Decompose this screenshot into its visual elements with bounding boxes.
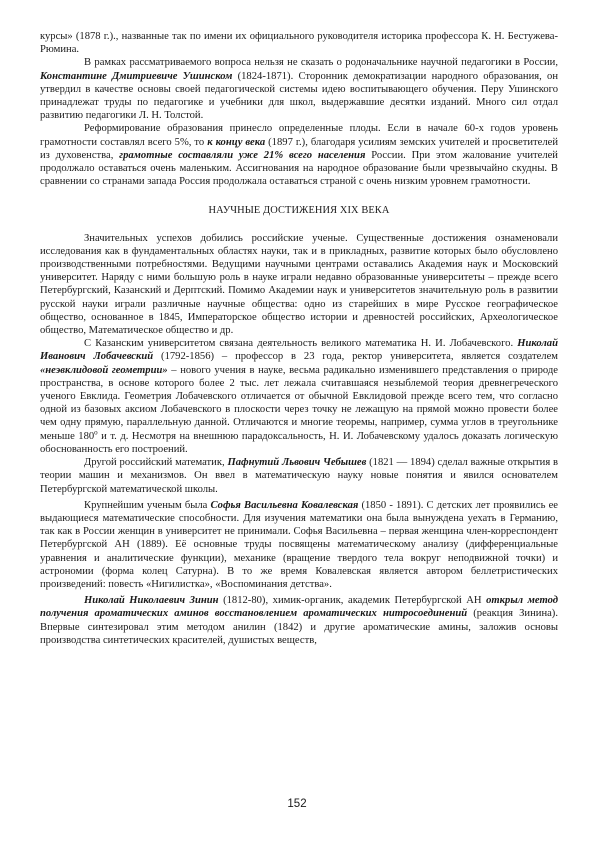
document-body	[40, 30, 558, 647]
page-number: 152	[287, 798, 307, 810]
emphasis-text: грамотные составляли уже 21% всего населения	[119, 149, 366, 161]
text-run: Крупнейшим ученым была	[84, 499, 211, 511]
paragraph-p6	[40, 456, 558, 496]
emphasis-text: Пафнутий Львович Чебышев	[227, 457, 367, 469]
text-run: (1897 г.), благодаря усилиям земских учителей и просветителей из духовенства,	[40, 136, 559, 161]
text-run: С Казанским университетом связана деятельность великого математика Н. И. Лобачевского.	[84, 338, 518, 350]
emphasis-text: Софья Васильевна Ковалевская	[210, 499, 359, 511]
paragraph-p5	[40, 337, 558, 456]
paragraph-p2	[40, 56, 558, 122]
paragraph-p3	[40, 122, 558, 188]
text-run: (реакция Зинина). Впервые синтезировал этим методом анилин (1842) и другие ароматические амины, заложив основы производства синтетических красителей, душистых веществ,	[40, 608, 558, 646]
emphasis-text: Николай Иванович Лобачевский	[40, 338, 558, 363]
paragraph-p1	[40, 30, 558, 56]
text-run: (1824-1871). Сторонник демократизации народного образования, он утвердил в качестве основы своей педагогической системы идею воспитывающего обучения. Перу Ушинского принадлежат труды по педагогике и учебники для школ, выдержавшие десятки изданий. Много сил отдал развитию педагогики Л. Н. Толстой.	[40, 70, 558, 122]
text-run: и т. д. Несмотря на внешнюю парадоксальность, Н. И. Лобачевскому удалось доказать логическую обоснованность его построений.	[40, 430, 558, 455]
superscript-degree: о	[94, 428, 98, 437]
text-run: Реформирование образования принесло определенные плоды. Если в начале 60-х годов уровень грамотности составлял всего 5%, то	[40, 123, 558, 148]
text-run: НАУЧНЫЕ ДОСТИЖЕНИЯ XIX ВЕКА	[208, 205, 390, 217]
emphasis-text: открыл метод получения ароматических аминов восстановлением ароматических нитросоединений	[40, 595, 558, 620]
text-run: В рамках рассматриваемого вопроса нельзя не сказать о родоначальнике научной педагогики в России,	[84, 57, 558, 69]
emphasis-text: Николай Николаевич Зинин	[84, 595, 219, 607]
text-run: России. При этом жалование учителей продолжало оставаться очень маленьким. Ассигнования на народное образование были чрезвычайно скудны. В сравнении со странами запада Россия продолжала оставаться страной с очень низким уровнем грамотности.	[40, 149, 558, 188]
paragraph-p8	[40, 594, 558, 647]
text-run: – нового учения в науке, весьма радикально изменившего представления о природе пространства, в основе которого более 2 тыс. лет лежала считавшаяся незыблемой теория древнегреческого ученого Евклида. Геометрия Лобачевского отличается от обычной Евклидовой прежде всего тем, что согласно одной из базовых аксиом Лобачевского в плоскости через точку не лежащую на прямой можно провести более чем одну прямую, параллельную данной. Отличаются и многие теоремы, например, сумма углов в треугольнике меньше 180	[40, 364, 558, 442]
text-run: (1850 - 1891). С детских лет проявились ее выдающиеся математические способности. Для изучения математики она была вынуждена уехать в Германию, так как в России женщин в университет не принимали. Софья Васильевна – первая женщина член-корреспондент Петербургской АН (1889). Её основные труды посвящены математическому анализу (дифференциальные уравнения и аналитические функции), механике (вращение твердого тела вокруг неподвижной точки) и астрономии (форма колец Сатурна). В то же время Ковалевская является автором беллетристических произведений: повесть «Нигилистка», «Воспоминания детства».	[40, 499, 558, 590]
text-run: (1812-80), химик-органик, академик Петербургской АН	[218, 595, 487, 607]
section-heading	[40, 204, 558, 217]
text-run: (1792-1856) – профессор в 23 года, ректор университета, является создателем	[153, 351, 558, 363]
emphasis-text: Константине Дмитриевиче Ушинском	[40, 70, 233, 82]
paragraph-p4	[40, 232, 558, 338]
paragraph-p7	[40, 499, 558, 591]
text-run: Другой российский математик,	[84, 457, 228, 469]
text-run: (1821 — 1894) сделал важные открытия в теории машин и механизмов. Он ввел в математическую науку новые понятия и явился основателем Петербургской математической школы.	[40, 457, 558, 495]
emphasis-text: к концу века	[207, 136, 266, 148]
text-run: Значительных успехов добились российские ученые. Существенные достижения ознаменовали исследования как в фундаментальных областях науки, так и в прикладных, развитие которых было обусловлено производственными потребностями. Ведущими научными центрами оставались Академия наук и Московский университет. Наряду с ними большую роль в науке играли недавно образованные университеты – прежде всего Петербургский, Казанский и Дерптский. Помимо Академии наук и университетов значительную роль в развитии русской науки играли различные научные общества: одно из старейших в мире Русское географическое общество, основанное в 1845, Императорское общество истории и древностей российских, Археологическое общество, Математическое общество и др.	[40, 232, 558, 337]
text-run: курсы» (1878 г.)., названные так по имени их официального руководителя историка профессора К. Н. Бестужева-Рюмина.	[40, 31, 558, 56]
emphasis-text: «неэвклидовой геометрии»	[40, 364, 168, 376]
